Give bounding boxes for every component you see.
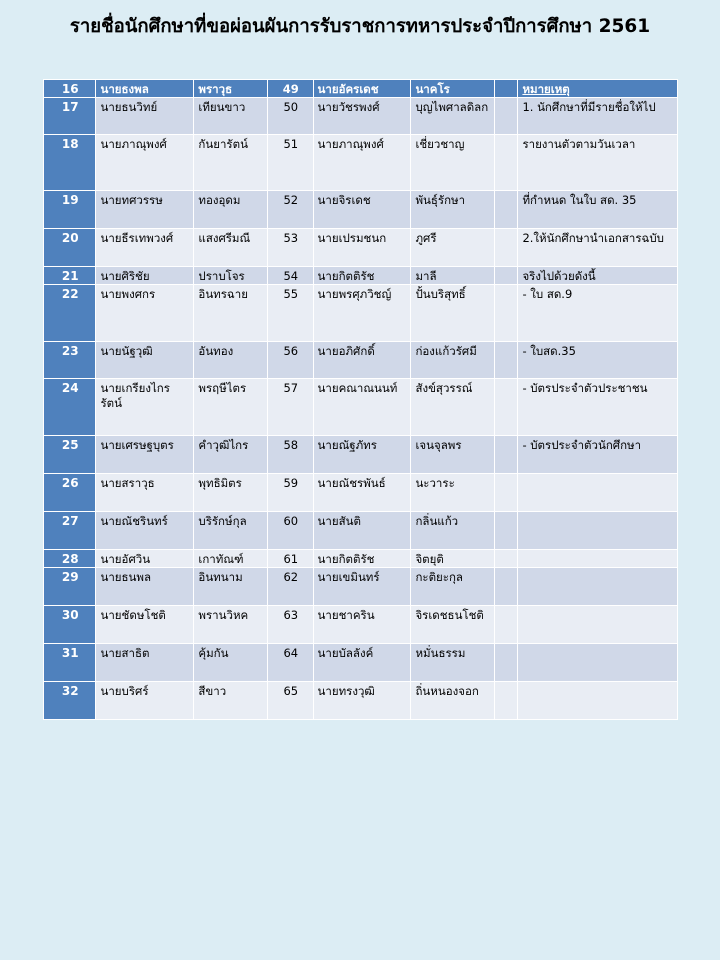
- table-row: [44, 267, 678, 285]
- first-name-2: นายบัลลังค์: [313, 644, 411, 682]
- row-number-2: 56: [268, 342, 313, 379]
- first-name: นายเศรษฐบุตร: [96, 436, 194, 474]
- last-name-2: กะติยะกุล: [411, 568, 495, 606]
- first-name-2: นายวัชรพงศ์: [313, 98, 411, 135]
- spacer-cell: [495, 229, 518, 267]
- first-name-2: นายเขมินทร์: [313, 568, 411, 606]
- last-name-2: เจนจุลพร: [411, 436, 495, 474]
- first-name-2: นายคณาณนนท์: [313, 379, 411, 436]
- last-name: คุ้มกัน: [194, 644, 268, 682]
- first-name: นายสาธิต: [96, 644, 194, 682]
- first-name-2: นายภาณุพงศ์: [313, 135, 411, 191]
- first-name-2: นายเปรมชนก: [313, 229, 411, 267]
- table-row: [44, 568, 678, 606]
- spacer-cell: [495, 512, 518, 550]
- spacer-cell: [495, 474, 518, 512]
- last-name: บริรักษ์กุล: [194, 512, 268, 550]
- last-name: พราวุธ: [194, 80, 268, 98]
- first-name: นายนัฐวุฒิ: [96, 342, 194, 379]
- row-number: 17: [44, 98, 96, 135]
- row-number: 18: [44, 135, 96, 191]
- table-row: [44, 98, 678, 135]
- row-number: 22: [44, 285, 96, 342]
- spacer-cell: [495, 379, 518, 436]
- spacer-cell: [495, 550, 518, 568]
- row-number: 27: [44, 512, 96, 550]
- last-name-2: ภูศรี: [411, 229, 495, 267]
- first-name-2: นายอัครเดช: [313, 80, 411, 98]
- table-row: [44, 474, 678, 512]
- last-name-2: พันธุ์รักษา: [411, 191, 495, 229]
- note-cell: [518, 606, 678, 644]
- row-number: 24: [44, 379, 96, 436]
- row-number: 21: [44, 267, 96, 285]
- first-name-2: นายทรงวุฒิ: [313, 682, 411, 720]
- table-row: [44, 512, 678, 550]
- table-row: [44, 229, 678, 267]
- table-row: [44, 135, 678, 191]
- spacer-cell: [495, 98, 518, 135]
- row-number: 26: [44, 474, 96, 512]
- last-name: พุทธิมิตร: [194, 474, 268, 512]
- last-name: พรานวิหค: [194, 606, 268, 644]
- row-number: 31: [44, 644, 96, 682]
- last-name: คำวุฒิไกร: [194, 436, 268, 474]
- row-number-2: 54: [268, 267, 313, 285]
- note-cell: จริงไปด้วยดังนี้: [518, 267, 678, 285]
- row-number: 30: [44, 606, 96, 644]
- note-cell: รายงานตัวตามวันเวลา: [518, 135, 678, 191]
- spacer-cell: [495, 342, 518, 379]
- table-header-row: [44, 80, 678, 98]
- note-cell: [518, 550, 678, 568]
- note-cell: [518, 644, 678, 682]
- row-number: 23: [44, 342, 96, 379]
- first-name-2: นายอภิศักดิ์: [313, 342, 411, 379]
- first-name-2: นายจิรเดช: [313, 191, 411, 229]
- row-number-2: 58: [268, 436, 313, 474]
- table-row: [44, 191, 678, 229]
- row-number-2: 52: [268, 191, 313, 229]
- note-header: หมายเหตุ: [518, 80, 678, 98]
- note-cell: - บัตรประจำตัวประชาชน: [518, 379, 678, 436]
- first-name: นายทศวรรษ: [96, 191, 194, 229]
- student-roster-table: [43, 79, 678, 720]
- spacer-cell: [495, 267, 518, 285]
- row-number-2: 50: [268, 98, 313, 135]
- last-name: แสงศรีมณี: [194, 229, 268, 267]
- first-name-2: นายกิตติรัช: [313, 550, 411, 568]
- last-name-2: มาลี: [411, 267, 495, 285]
- last-name-2: ปั้นบริสุทธิ์: [411, 285, 495, 342]
- table-row: [44, 550, 678, 568]
- note-cell: 1. นักศึกษาที่มีรายชื่อให้ไป: [518, 98, 678, 135]
- row-number-2: 49: [268, 80, 313, 98]
- spacer-cell: [495, 644, 518, 682]
- last-name: อันทอง: [194, 342, 268, 379]
- note-cell: [518, 682, 678, 720]
- spacer-cell: [495, 436, 518, 474]
- first-name: นายศิริชัย: [96, 267, 194, 285]
- last-name: เกาทัณฑ์: [194, 550, 268, 568]
- last-name: กันยารัตน์: [194, 135, 268, 191]
- note-cell: [518, 568, 678, 606]
- last-name-2: เชี่ยวชาญ: [411, 135, 495, 191]
- first-name-2: นายพรศุภวิชญ์: [313, 285, 411, 342]
- last-name-2: จิตยุติ: [411, 550, 495, 568]
- row-number-2: 51: [268, 135, 313, 191]
- first-name: นายชัดษโชติ: [96, 606, 194, 644]
- first-name: นายธีรเทพวงศ์: [96, 229, 194, 267]
- last-name-2: ถิ่นหนองจอก: [411, 682, 495, 720]
- row-number-2: 59: [268, 474, 313, 512]
- row-number-2: 55: [268, 285, 313, 342]
- last-name-2: นะวาระ: [411, 474, 495, 512]
- page-title: รายชื่อนักศึกษาที่ขอผ่อนผันการรับราชการทหารประจำปีการศึกษา 2561: [69, 16, 651, 37]
- row-number-2: 63: [268, 606, 313, 644]
- row-number: 19: [44, 191, 96, 229]
- row-number-2: 53: [268, 229, 313, 267]
- last-name-2: นาคโร: [411, 80, 495, 98]
- last-name: สีขาว: [194, 682, 268, 720]
- row-number: 28: [44, 550, 96, 568]
- last-name-2: สังข์สุวรรณ์: [411, 379, 495, 436]
- table-row: [44, 606, 678, 644]
- first-name: นายภาณุพงศ์: [96, 135, 194, 191]
- row-number: 25: [44, 436, 96, 474]
- first-name-2: นายชาคริน: [313, 606, 411, 644]
- row-number-2: 57: [268, 379, 313, 436]
- note-cell: - บัตรประจำตัวนักศึกษา: [518, 436, 678, 474]
- first-name-2: นายณัชรพันธ์: [313, 474, 411, 512]
- note-cell: - ใบสด.35: [518, 342, 678, 379]
- table-row: [44, 436, 678, 474]
- last-name-2: บุญไพศาลดิลก: [411, 98, 495, 135]
- table-row: [44, 342, 678, 379]
- spacer-cell: [495, 191, 518, 229]
- table-row: [44, 644, 678, 682]
- spacer-cell: [495, 606, 518, 644]
- first-name-2: นายกิตติรัช: [313, 267, 411, 285]
- row-number-2: 60: [268, 512, 313, 550]
- spacer-cell: [495, 568, 518, 606]
- spacer-cell: [495, 682, 518, 720]
- table-row: [44, 285, 678, 342]
- last-name: ทองอุดม: [194, 191, 268, 229]
- first-name: นายบริศร์: [96, 682, 194, 720]
- table-row: [44, 379, 678, 436]
- row-number: 20: [44, 229, 96, 267]
- first-name: นายพงศกร: [96, 285, 194, 342]
- note-cell: [518, 512, 678, 550]
- last-name: เทียนขาว: [194, 98, 268, 135]
- last-name-2: กลิ่นแก้ว: [411, 512, 495, 550]
- first-name: นายสราวุธ: [96, 474, 194, 512]
- first-name: นายธงพล: [96, 80, 194, 98]
- note-cell: [518, 474, 678, 512]
- first-name-2: นายสันติ: [313, 512, 411, 550]
- last-name-2: จิรเดชธนโชติ: [411, 606, 495, 644]
- last-name: อินทนาม: [194, 568, 268, 606]
- row-number-2: 64: [268, 644, 313, 682]
- row-number: 32: [44, 682, 96, 720]
- row-number: 29: [44, 568, 96, 606]
- first-name: นายธนพล: [96, 568, 194, 606]
- spacer-cell: [495, 285, 518, 342]
- first-name: นายเกรียงไกรรัตน์: [96, 379, 194, 436]
- row-number-2: 61: [268, 550, 313, 568]
- spacer-cell: [495, 135, 518, 191]
- row-number-2: 62: [268, 568, 313, 606]
- last-name-2: หมั่นธรรม: [411, 644, 495, 682]
- first-name: นายธนวิทย์: [96, 98, 194, 135]
- note-cell: - ใบ สด.9: [518, 285, 678, 342]
- last-name: อินทรฉาย: [194, 285, 268, 342]
- note-cell: ที่กำหนด ในใบ สด. 35: [518, 191, 678, 229]
- row-number: 16: [44, 80, 96, 98]
- last-name: พรฤษีไตร: [194, 379, 268, 436]
- first-name: นายอัศวิน: [96, 550, 194, 568]
- row-number-2: 65: [268, 682, 313, 720]
- first-name: นายณัชรินทร์: [96, 512, 194, 550]
- spacer-cell: [495, 80, 518, 98]
- table-row: [44, 682, 678, 720]
- note-cell: 2.ให้นักศึกษานำเอกสารฉบับ: [518, 229, 678, 267]
- last-name-2: ก่องแก้วรัศมี: [411, 342, 495, 379]
- first-name-2: นายณัฐภัทร: [313, 436, 411, 474]
- last-name: ปราบโจร: [194, 267, 268, 285]
